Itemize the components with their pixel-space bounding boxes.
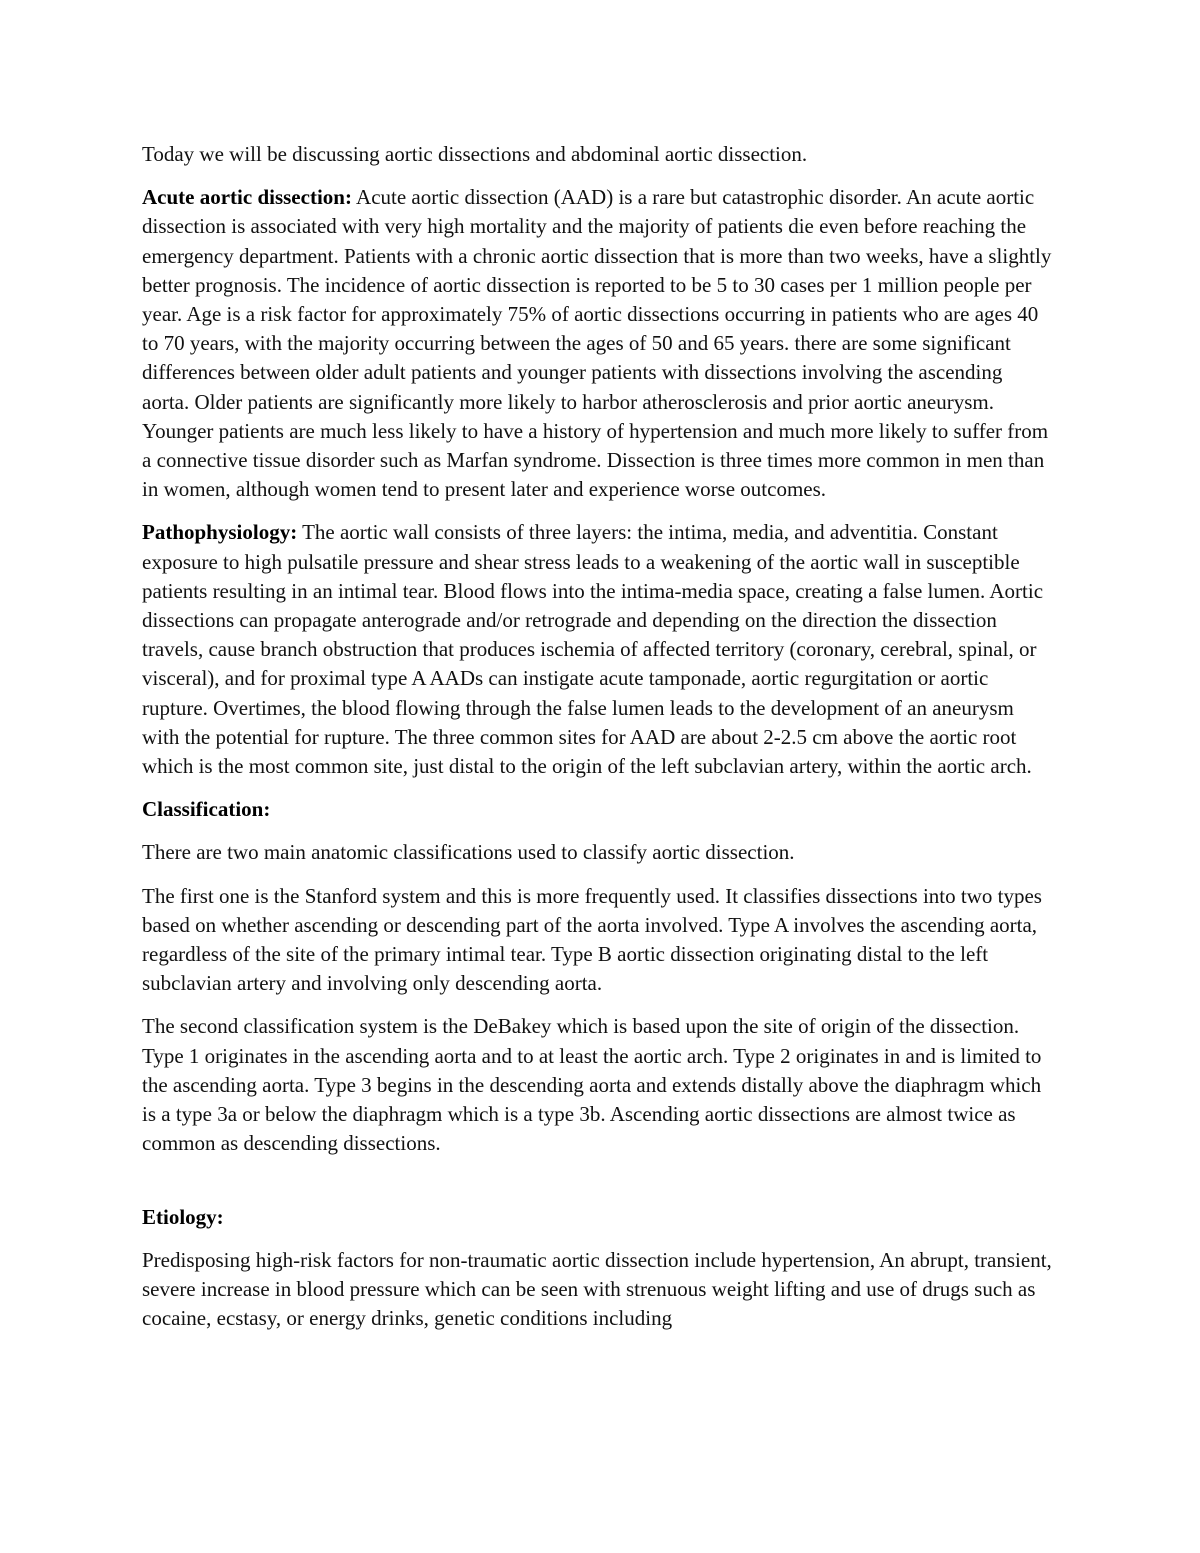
- classification-heading-paragraph: [142, 795, 1054, 824]
- etiology-heading-paragraph: [142, 1203, 1054, 1232]
- pathophysiology-heading: Pathophysiology:: [142, 520, 298, 545]
- etiology-heading: Etiology:: [142, 1204, 224, 1229]
- acute-dissection-heading: Acute aortic dissection:: [142, 185, 352, 210]
- acute-dissection-paragraph: [142, 183, 1054, 504]
- classification-intro-paragraph: There are two main anatomic classifications used to classify aortic dissection.: [142, 840, 795, 865]
- document-body: [142, 140, 1054, 1347]
- etiology-paragraph: Predisposing high-risk factors for non-traumatic aortic dissection include hypertension, An abrupt, transient, severe increase in blood pressure which can be seen with strenuous weight lifting and use of drugs such as cocaine, ecstasy, or energy drinks, genetic conditions including: [142, 1247, 1052, 1331]
- classification-heading: Classification:: [142, 797, 271, 822]
- debakey-paragraph: The second classification system is the DeBakey which is based upon the site of origin of the dissection. Type 1 originates in the ascending aorta and to at least the aortic arch. Type 2 originates in and is limited to the ascending aorta. Type 3 begins in the descending aorta and extends distally above the diaphragm which is a type 3a or below the diaphragm which is a type 3b. Ascending aortic dissections are almost twice as common as descending dissections.: [142, 1014, 1042, 1156]
- pathophysiology-text: The aortic wall consists of three layers: the intima, media, and adventitia. Constant exposure to high pulsatile pressure and shear stress leads to a weakening of the aortic wall in susceptible patients resulting in an intimal tear. Blood flows into the intima-media space, creating a false lumen. Aortic dissections can propagate anterograde and/or retrograde and depending on the direction the dissection travels, cause branch obstruction that produces ischemia of affected territory (coronary, cerebral, spinal, or visceral), and for proximal type A AADs can instigate acute tamponade, aortic regurgitation or aortic rupture. Overtimes, the blood flowing through the false lumen leads to the development of an aneurysm with the potential for rupture. The three common sites for AAD are about 2-2.5 cm above the aortic root which is the most common site, just distal to the origin of the left subclavian artery, within the aortic arch.: [142, 520, 1044, 779]
- stanford-paragraph: The first one is the Stanford system and this is more frequently used. It classifies dissections into two types based on whether ascending or descending part of the aorta involved. Type A involves the ascending aorta, regardless of the site of the primary intimal tear. Type B aortic dissection originating distal to the left subclavian artery and involving only descending aorta.: [142, 883, 1042, 996]
- intro-paragraph: Today we will be discussing aortic dissections and abdominal aortic dissection.: [142, 142, 808, 166]
- pathophysiology-paragraph: [142, 518, 1054, 781]
- acute-dissection-text: Acute aortic dissection (AAD) is a rare but catastrophic disorder. An acute aortic dissection is associated with very high mortality and the majority of patients die even before reaching the emergency department. Patients with a chronic aortic dissection that is more than two weeks, have a slightly better prognosis. The incidence of aortic dissection is reported to be 5 to 30 cases per 1 million people per year. Age is a risk factor for approximately 75% of aortic dissections occurring in patients who are ages 40 to 70 years, with the majority occurring between the ages of 50 and 65 years. there are some significant differences between older adult patients and younger patients with dissections involving the ascending aorta. Older patients are significantly more likely to harbor atherosclerosis and prior aortic aneurysm. Younger patients are much less likely to have a history of hypertension and much more likely to suffer from a connective tissue disorder such as Marfan syndrome. Dissection is three times more common in men than in women, although women tend to present later and experience worse outcomes.: [142, 185, 1052, 502]
